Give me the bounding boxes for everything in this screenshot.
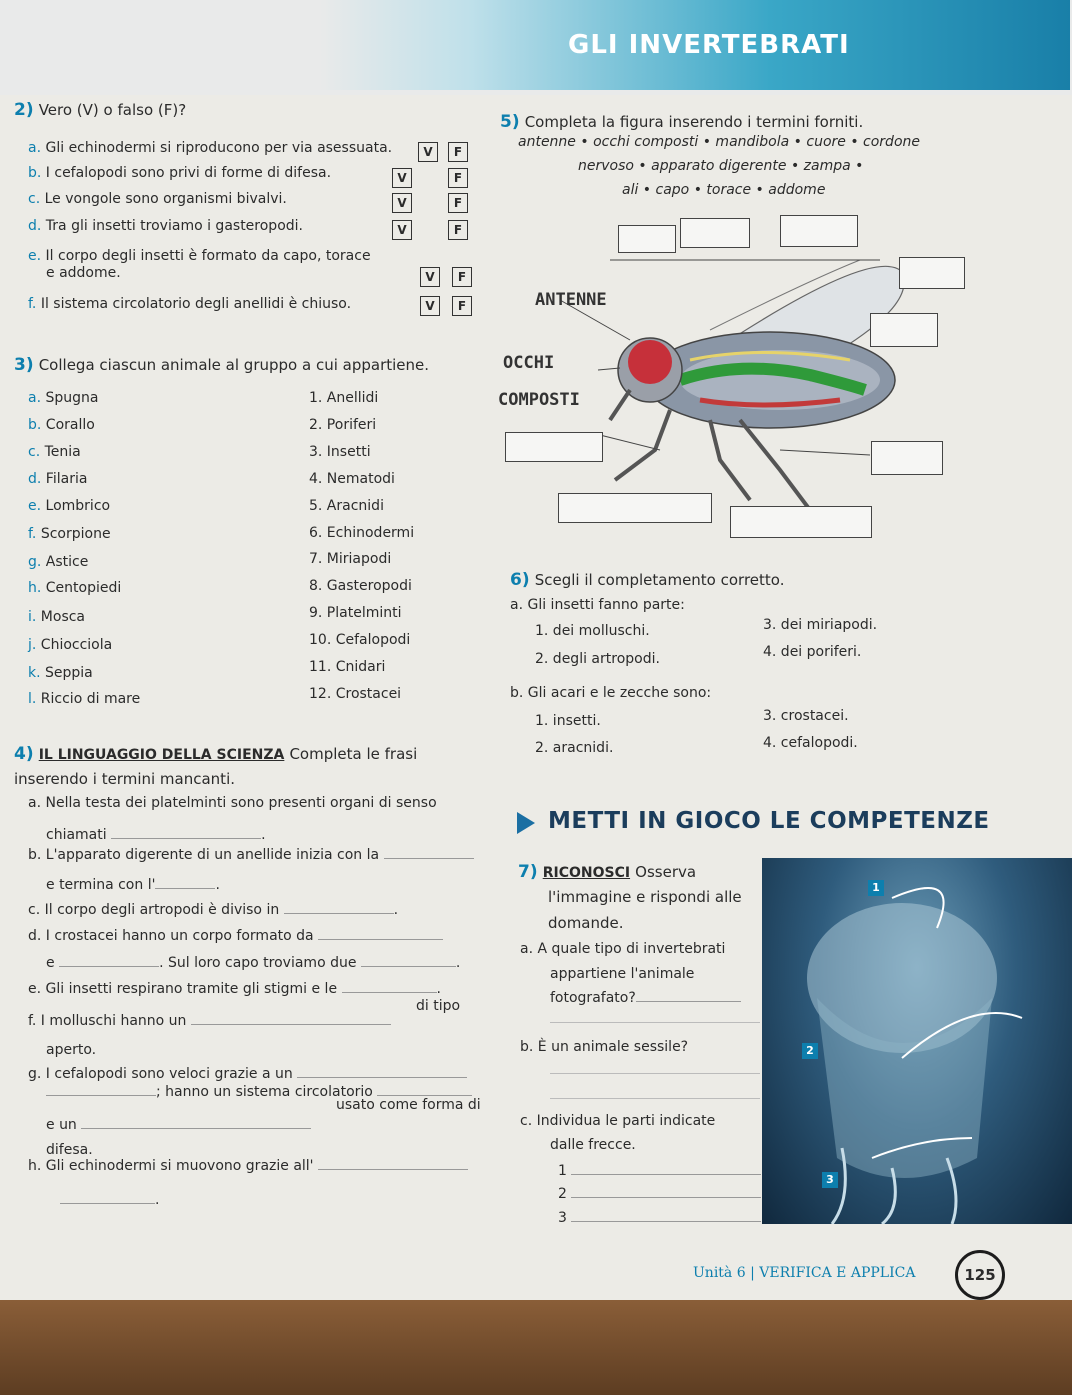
item-text: Il sistema circolatorio degli anellidi è chiuso. xyxy=(40,296,352,312)
f-box-c[interactable]: F xyxy=(448,193,468,213)
ex4-f-line1 xyxy=(28,1013,391,1029)
ex5-terms-line3: ali • capo • torace • addome xyxy=(622,182,826,198)
ex7-text: Osserva xyxy=(635,863,697,881)
animal-item xyxy=(28,390,98,406)
line-text: d. I crostacei hanno un corpo formato da xyxy=(28,928,314,944)
ex6-option[interactable]: 1. insetti. xyxy=(535,713,601,729)
group-item: 3. Insetti xyxy=(309,444,371,460)
ex4-e-line1: e. Gli insetti respirano tramite gli stigmi e le . xyxy=(28,981,441,997)
item-text: Seppia xyxy=(45,665,93,681)
answer-line[interactable] xyxy=(550,1022,760,1023)
item-text: Chiocciola xyxy=(40,637,113,653)
ex4-g-line4: difesa. xyxy=(46,1142,93,1158)
ex4-d-line2: e . Sul loro capo troviamo due . xyxy=(46,955,461,971)
group-item: 2. Poriferi xyxy=(309,417,377,433)
f-box-a[interactable]: F xyxy=(448,142,468,162)
ex3-text: Collega ciascun animale al gruppo a cui appartiene. xyxy=(38,356,430,374)
fly-leg xyxy=(710,420,750,500)
item-letter: e. xyxy=(28,248,42,264)
animal-item xyxy=(28,637,112,653)
answer-blank[interactable] xyxy=(111,838,261,839)
line-text: 1 xyxy=(558,1163,567,1179)
handwritten-composti: COMPOSTI xyxy=(498,390,580,410)
handwritten-occhi: OCCHI xyxy=(503,353,555,373)
item-letter: b. xyxy=(28,165,42,181)
answer-blank[interactable] xyxy=(571,1197,761,1198)
fly-label-box[interactable] xyxy=(730,506,872,538)
item-letter: f. xyxy=(28,526,37,542)
ex5-text: Completa la figura inserendo i termini forniti. xyxy=(524,113,864,131)
item-letter: d. xyxy=(28,218,42,234)
line-text: e termina con l' xyxy=(46,877,156,893)
ex6-option[interactable]: 1. dei molluschi. xyxy=(535,623,650,639)
triangle-icon xyxy=(517,812,535,834)
answer-blank[interactable] xyxy=(318,939,443,940)
v-box-d[interactable]: V xyxy=(392,220,412,240)
animal-item xyxy=(28,580,121,596)
page-title: GLI INVERTEBRATI xyxy=(568,30,850,60)
fly-label-box[interactable] xyxy=(870,313,938,347)
item-letter: h. xyxy=(28,580,42,596)
ex7-tag: RICONOSCI xyxy=(542,865,631,881)
ex4-d-line1 xyxy=(28,928,443,944)
ex4-c-line1: c. Il corpo degli artropodi è diviso in . xyxy=(28,902,399,918)
item-letter: k. xyxy=(28,665,41,681)
item-text: I cefalopodi sono privi di forme di difesa. xyxy=(45,165,332,181)
ex2-item-e-cont: e addome. xyxy=(46,265,121,281)
line-text: e un xyxy=(46,1117,77,1133)
animal-item xyxy=(28,665,93,681)
fly-label-box[interactable] xyxy=(871,441,943,475)
jellyfish-photo xyxy=(762,858,1072,1224)
item-letter: c. xyxy=(28,191,41,207)
answer-blank[interactable] xyxy=(377,1095,472,1096)
ex4-h-line2: . xyxy=(60,1192,159,1208)
photo-label-1: 1 xyxy=(868,880,884,896)
fly-mouthpart xyxy=(610,390,630,420)
fly-eye xyxy=(628,340,672,384)
item-text: Scorpione xyxy=(40,526,111,542)
item-letter: a. xyxy=(28,140,42,156)
line-text: e. Gli insetti respirano tramite gli stigmi e le xyxy=(28,981,338,997)
section-title: METTI IN GIOCO LE COMPETENZE xyxy=(548,808,990,834)
item-text: Riccio di mare xyxy=(40,691,141,707)
answer-blank[interactable] xyxy=(571,1174,761,1175)
answer-blank[interactable] xyxy=(191,1024,391,1025)
ex4-a-line2: chiamati . xyxy=(46,827,266,843)
fly-label-box[interactable] xyxy=(505,432,603,462)
ex3-heading xyxy=(14,355,429,375)
ex4-f-line2: aperto. xyxy=(46,1042,97,1058)
item-letter: i. xyxy=(28,609,37,625)
ex4-b-line1 xyxy=(28,847,474,863)
animal-item xyxy=(28,526,111,542)
f-box-f[interactable]: F xyxy=(452,296,472,316)
answer-blank[interactable] xyxy=(636,1001,741,1002)
item-text: Le vongole sono organismi bivalvi. xyxy=(44,191,287,207)
item-text: Spugna xyxy=(45,390,99,406)
item-letter: l. xyxy=(28,691,37,707)
item-letter: j. xyxy=(28,637,37,653)
ex2-item-e xyxy=(28,248,371,264)
line-text: h. Gli echinodermi si muovono grazie all' xyxy=(28,1158,314,1174)
ex7-heading xyxy=(518,862,696,882)
item-letter: g. xyxy=(28,554,42,570)
line-text: c. Il corpo degli artropodi è diviso in xyxy=(28,902,280,918)
ex7-part-3 xyxy=(558,1210,761,1226)
v-box-f[interactable]: V xyxy=(420,296,440,316)
answer-blank[interactable] xyxy=(59,966,159,967)
item-text: Tenia xyxy=(44,444,81,460)
photo-label-2: 2 xyxy=(802,1043,818,1059)
ex6-option[interactable]: 2. aracnidi. xyxy=(535,740,614,756)
ex6-option[interactable]: 4. cefalopodi. xyxy=(763,735,858,751)
ex4-b-line2: e termina con l' . xyxy=(46,877,220,893)
answer-blank[interactable] xyxy=(46,1095,156,1096)
ex2-item-d xyxy=(28,218,303,234)
fly-label-box[interactable] xyxy=(899,257,965,289)
ex4-number: 4) xyxy=(14,744,34,764)
ex7-part-1 xyxy=(558,1163,761,1179)
ex2-item-f xyxy=(28,296,351,312)
f-box-d[interactable]: F xyxy=(448,220,468,240)
animal-item xyxy=(28,498,110,514)
ex2-heading xyxy=(14,100,186,120)
item-text: Corallo xyxy=(45,417,95,433)
ex7-line3: domande. xyxy=(548,914,624,932)
item-text: Filaria xyxy=(45,471,88,487)
item-letter: c. xyxy=(28,444,41,460)
f-box-e[interactable]: F xyxy=(452,267,472,287)
v-box-a[interactable]: V xyxy=(418,142,438,162)
ex6-question-b: b. Gli acari e le zecche sono: xyxy=(510,685,712,701)
item-letter: f. xyxy=(28,296,37,312)
ex5-terms-line1: antenne • occhi composti • mandibola • cuore • cordone xyxy=(518,134,920,150)
answer-blank[interactable] xyxy=(60,1203,155,1204)
answer-blank[interactable] xyxy=(384,858,474,859)
ex4-heading-cont: inserendo i termini mancanti. xyxy=(14,770,236,788)
item-text: Gli echinodermi si riproducono per via asessuata. xyxy=(45,140,393,156)
ex6-heading xyxy=(510,570,784,590)
animal-item xyxy=(28,417,95,433)
ex2-text: Vero (V) o falso (F)? xyxy=(38,101,187,119)
ex7-a-line3 xyxy=(550,990,741,1006)
ex7-c-line1: c. Individua le parti indicate xyxy=(520,1113,716,1129)
ex4-g-line3 xyxy=(46,1117,311,1133)
ex4-g-usato: usato come forma di xyxy=(336,1097,481,1113)
ex7-part-2 xyxy=(558,1186,761,1202)
answer-blank[interactable] xyxy=(297,1077,467,1078)
ex6-option[interactable]: 2. degli artropodi. xyxy=(535,651,660,667)
ex7-b-line1: b. È un animale sessile? xyxy=(520,1039,689,1055)
answer-blank[interactable] xyxy=(571,1221,761,1222)
animal-item xyxy=(28,444,81,460)
ex6-option[interactable]: 4. dei poriferi. xyxy=(763,644,862,660)
fly-label-box[interactable] xyxy=(618,225,676,253)
group-item: 12. Crostacei xyxy=(309,686,402,702)
group-item: 5. Aracnidi xyxy=(309,498,384,514)
fly-leg xyxy=(740,420,810,510)
ex4-h-line1 xyxy=(28,1158,468,1174)
ex7-a-line1: a. A quale tipo di invertebrati xyxy=(520,941,726,957)
answer-blank[interactable] xyxy=(361,966,456,967)
ex5-heading xyxy=(500,112,863,132)
ex4-text: Completa le frasi xyxy=(289,745,418,763)
answer-blank[interactable] xyxy=(284,913,394,914)
ex5-terms-line2: nervoso • apparato digerente • zampa • xyxy=(578,158,864,174)
line-text: e xyxy=(46,955,55,971)
line-text: f. I molluschi hanno un xyxy=(28,1013,187,1029)
group-item: 4. Nematodi xyxy=(309,471,395,487)
handwritten-antenne: ANTENNE xyxy=(535,290,607,310)
animal-item xyxy=(28,609,85,625)
item-letter: a. xyxy=(28,390,42,406)
item-text: Mosca xyxy=(40,609,86,625)
item-text: Lombrico xyxy=(45,498,111,514)
jellyfish-illustration xyxy=(762,858,1072,1224)
ex4-heading xyxy=(14,744,417,764)
animal-item xyxy=(28,471,87,487)
answer-blank[interactable] xyxy=(81,1128,311,1129)
ex4-g-line1 xyxy=(28,1066,467,1082)
group-item: 10. Cefalopodi xyxy=(309,632,411,648)
line-text: fotografato? xyxy=(550,990,636,1006)
ex6-option[interactable]: 3. crostacei. xyxy=(763,708,849,724)
ex2-number: 2) xyxy=(14,100,34,120)
page-number: 125 xyxy=(955,1250,1005,1300)
ex6-text: Scegli il completamento corretto. xyxy=(534,571,785,589)
ex7-number: 7) xyxy=(518,862,538,882)
ex6-option[interactable]: 3. dei miriapodi. xyxy=(763,617,878,633)
fly-leg xyxy=(615,410,670,480)
line-text: ; hanno un sistema circolatorio xyxy=(156,1084,373,1100)
answer-line[interactable] xyxy=(550,1098,760,1099)
line-text: b. L'apparato digerente di un anellide inizia con la xyxy=(28,847,380,863)
v-box-b[interactable]: V xyxy=(392,168,412,188)
item-letter: d. xyxy=(28,471,42,487)
ex4-tag: IL LINGUAGGIO DELLA SCIENZA xyxy=(38,747,285,763)
item-text: Centopiedi xyxy=(45,580,122,596)
ex2-item-a xyxy=(28,140,392,156)
f-box-b[interactable]: F xyxy=(448,168,468,188)
v-box-c[interactable]: V xyxy=(392,193,412,213)
animal-item xyxy=(28,554,88,570)
item-text: Astice xyxy=(45,554,89,570)
wood-surface xyxy=(0,1300,1072,1395)
line-text: g. I cefalopodi sono veloci grazie a un xyxy=(28,1066,293,1082)
line-text: . Sul loro capo troviamo due xyxy=(159,955,357,971)
ex4-f-ditipo: di tipo xyxy=(416,998,461,1014)
fly-label-box[interactable] xyxy=(680,218,750,248)
ex5-number: 5) xyxy=(500,112,520,132)
fly-label-box[interactable] xyxy=(558,493,712,523)
v-box-e[interactable]: V xyxy=(420,267,440,287)
answer-blank[interactable] xyxy=(318,1169,468,1170)
group-item: 8. Gasteropodi xyxy=(309,578,412,594)
item-text: Tra gli insetti troviamo i gasteropodi. xyxy=(45,218,303,234)
group-item: 7. Miriapodi xyxy=(309,551,392,567)
ex7-c-line2: dalle frecce. xyxy=(550,1137,636,1153)
line-text: 3 xyxy=(558,1210,567,1226)
item-letter: b. xyxy=(28,417,42,433)
ex3-number: 3) xyxy=(14,355,34,375)
line-text: 2 xyxy=(558,1186,567,1202)
ex2-item-c xyxy=(28,191,287,207)
answer-blank[interactable] xyxy=(155,888,215,889)
item-letter: e. xyxy=(28,498,42,514)
ex2-item-b xyxy=(28,165,331,181)
ex4-a-line1: a. Nella testa dei platelminti sono presenti organi di senso xyxy=(28,795,437,811)
item-text: Il corpo degli insetti è formato da capo, torace xyxy=(45,248,371,264)
group-item: 1. Anellidi xyxy=(309,390,379,406)
title-area xyxy=(0,0,1072,95)
answer-line[interactable] xyxy=(550,1073,760,1074)
ex7-a-line2: appartiene l'animale xyxy=(550,966,695,982)
line-text: chiamati xyxy=(46,827,107,843)
group-item: 11. Cnidari xyxy=(309,659,386,675)
answer-blank[interactable] xyxy=(342,992,437,993)
photo-label-3: 3 xyxy=(822,1172,838,1188)
group-item: 6. Echinodermi xyxy=(309,525,415,541)
ex6-number: 6) xyxy=(510,570,530,590)
footer-unit: Unità 6 | VERIFICA E APPLICA xyxy=(693,1265,916,1281)
group-item: 9. Platelminti xyxy=(309,605,402,621)
fly-label-box[interactable] xyxy=(780,215,858,247)
ex7-line2: l'immagine e rispondi alle xyxy=(548,888,742,906)
ex6-question-a: a. Gli insetti fanno parte: xyxy=(510,597,685,613)
animal-item xyxy=(28,691,140,707)
